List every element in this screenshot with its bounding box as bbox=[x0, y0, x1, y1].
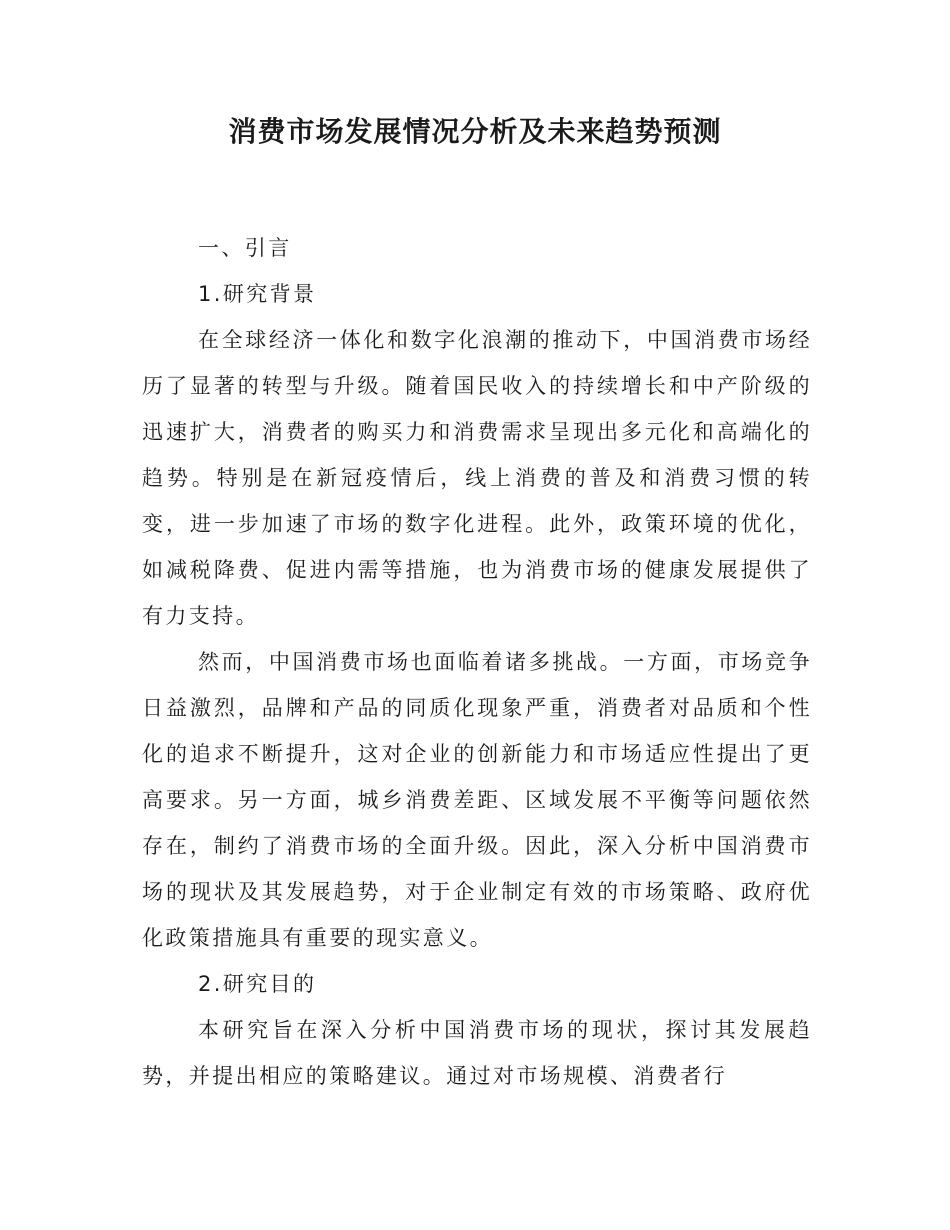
paragraph-background-1: 在全球经济一体化和数字化浪潮的推动下，中国消费市场经历了显著的转型与升级。随着国民收入的持续增长和中产阶级的迅速扩大，消费者的购买力和消费需求呈现出多元化和高端化的趋势。特别是在新冠疫情后，线上消费的普及和消费习惯的转变，进一步加速了市场的数字化进程。此外，政策环境的优化，如减税降费、促进内需等措施，也为消费市场的健康发展提供了有力支持。 bbox=[142, 328, 812, 628]
paragraph-background-2: 然而，中国消费市场也面临着诸多挑战。一方面，市场竞争日益激烈，品牌和产品的同质化现象严重，消费者对品质和个性化的追求不断提升，这对企业的创新能力和市场适应性提出了更高要求。另一方面，城乡消费差距、区域发展不平衡等问题依然存在，制约了消费市场的全面升级。因此，深入分析中国消费市场的现状及其发展趋势，对于企业制定有效的市场策略、政府优化政策措施具有重要的现实意义。 bbox=[142, 650, 812, 950]
paragraph-purpose: 本研究旨在深入分析中国消费市场的现状，探讨其发展趋势，并提出相应的策略建议。通过对市场规模、消费者行 bbox=[142, 1018, 812, 1088]
subsection-heading-purpose: 2.研究目的 bbox=[198, 972, 317, 996]
document-body bbox=[142, 225, 812, 1099]
subsection-heading-background: 1.研究背景 bbox=[198, 282, 317, 306]
document-title: 消费市场发展情况分析及未来趋势预测 bbox=[228, 115, 722, 148]
section-heading-introduction: 一、引言 bbox=[198, 236, 292, 260]
